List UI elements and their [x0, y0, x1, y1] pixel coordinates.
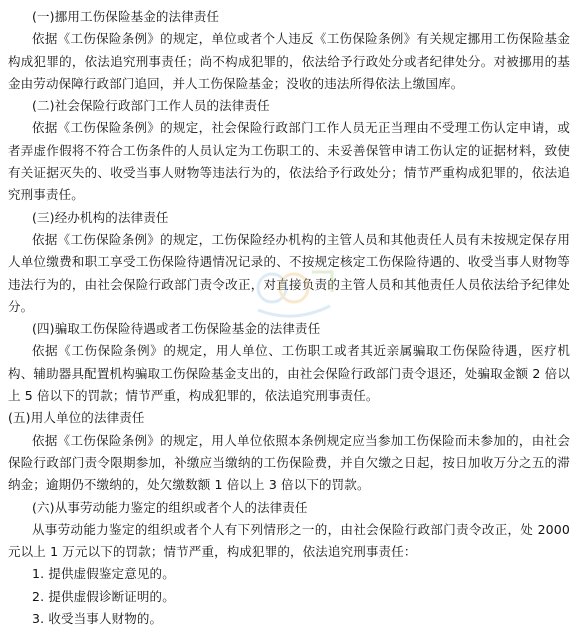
- list-item-2: 2. 提供虚假诊断证明的。: [32, 588, 175, 604]
- list-item-3: 3. 收受当事人财物的。: [32, 611, 163, 627]
- list-item-1: 1. 提供虚假鉴定意见的。: [32, 566, 175, 582]
- section-heading-5: (五)用人单位的法律责任: [8, 410, 145, 426]
- section-body-1: 依据《工伤保险条例》的规定，单位或者个人违反《工伤保险条例》有关规定挪用工伤保险基金构成犯罪的，依法追究刑事责任；尚不构成犯罪的，依法给予行政处分或者纪律处分。对被挪用的基金由劳动保障行政部门追回，并人工伤保险基金；没收的违法所得依法上缴国库。: [8, 31, 570, 91]
- section-heading-2: (二)社会保险行政部门工作人员的法律责任: [32, 98, 270, 114]
- section-body-6: 从事劳动能力鉴定的组织或者个人有下列情形之一的，由社会保险行政部门责令改正，处 2000 元以上 1 万元以下的罚款；情节严重，构成犯罪的，依法追究刑事责任：: [8, 521, 570, 560]
- section-body-4: 依据《工伤保险条例》的规定，用人单位、工伤职工或者其近亲属骗取工伤保险待遇，医疗机构、辅助器具配置机构骗取工伤保险基金支出的，由社会保险行政部门责令退还，处骗取金额 2 倍以上 5 倍以下的罚款；情节严重，构成犯罪的，依法追究刑事责任。: [8, 343, 570, 404]
- section-heading-6: (六)从事劳动能力鉴定的组织或者个人的法律责任: [32, 499, 308, 515]
- section-body-2: 依据《工伤保险条例》的规定，社会保险行政部门工作人员无正当理由不受理工伤认定申请，或者弄虚作假将不符合工伤条件的人员认定为工伤职工的、未妥善保管申请工伤认定的证据材料，致使有关证据灭失的、收受当事人财物等违法行为的，依法给予行政处分；情节严重构成犯罪的，依法追究刑事责任。: [8, 120, 570, 203]
- section-heading-3: (三)经办机构的法律责任: [32, 209, 169, 225]
- section-body-3: 依据《工伤保险条例》的规定，工伤保险经办机构的主管人员和其他责任人员有未按规定保存用人单位缴费和职工享受工伤保险待遇情况记录的、不按规定核定工伤保险待遇的、收受当事人财物等违法行为的，由社会保险行政部门责令改正，对直接负责的主管人员和其他责任人员依法给予纪律处分。: [8, 231, 570, 314]
- section-heading-1: (一)挪用工伤保险基金的法律责任: [32, 9, 220, 24]
- section-heading-4: (四)骗取工伤保险待遇或者工伤保险基金的法律责任: [32, 321, 321, 337]
- section-body-5: 依据《工伤保险条例》的规定，用人单位依照本条例规定应当参加工伤保险而未参加的，由社会保险行政部门责令限期参加，补缴应当缴纳的工伤保险费，并自欠缴之日起，按日加收万分之五的滞纳金；逾期仍不缴纳的，处欠缴数额 1 倍以上 3 倍以下的罚款。: [8, 432, 570, 493]
